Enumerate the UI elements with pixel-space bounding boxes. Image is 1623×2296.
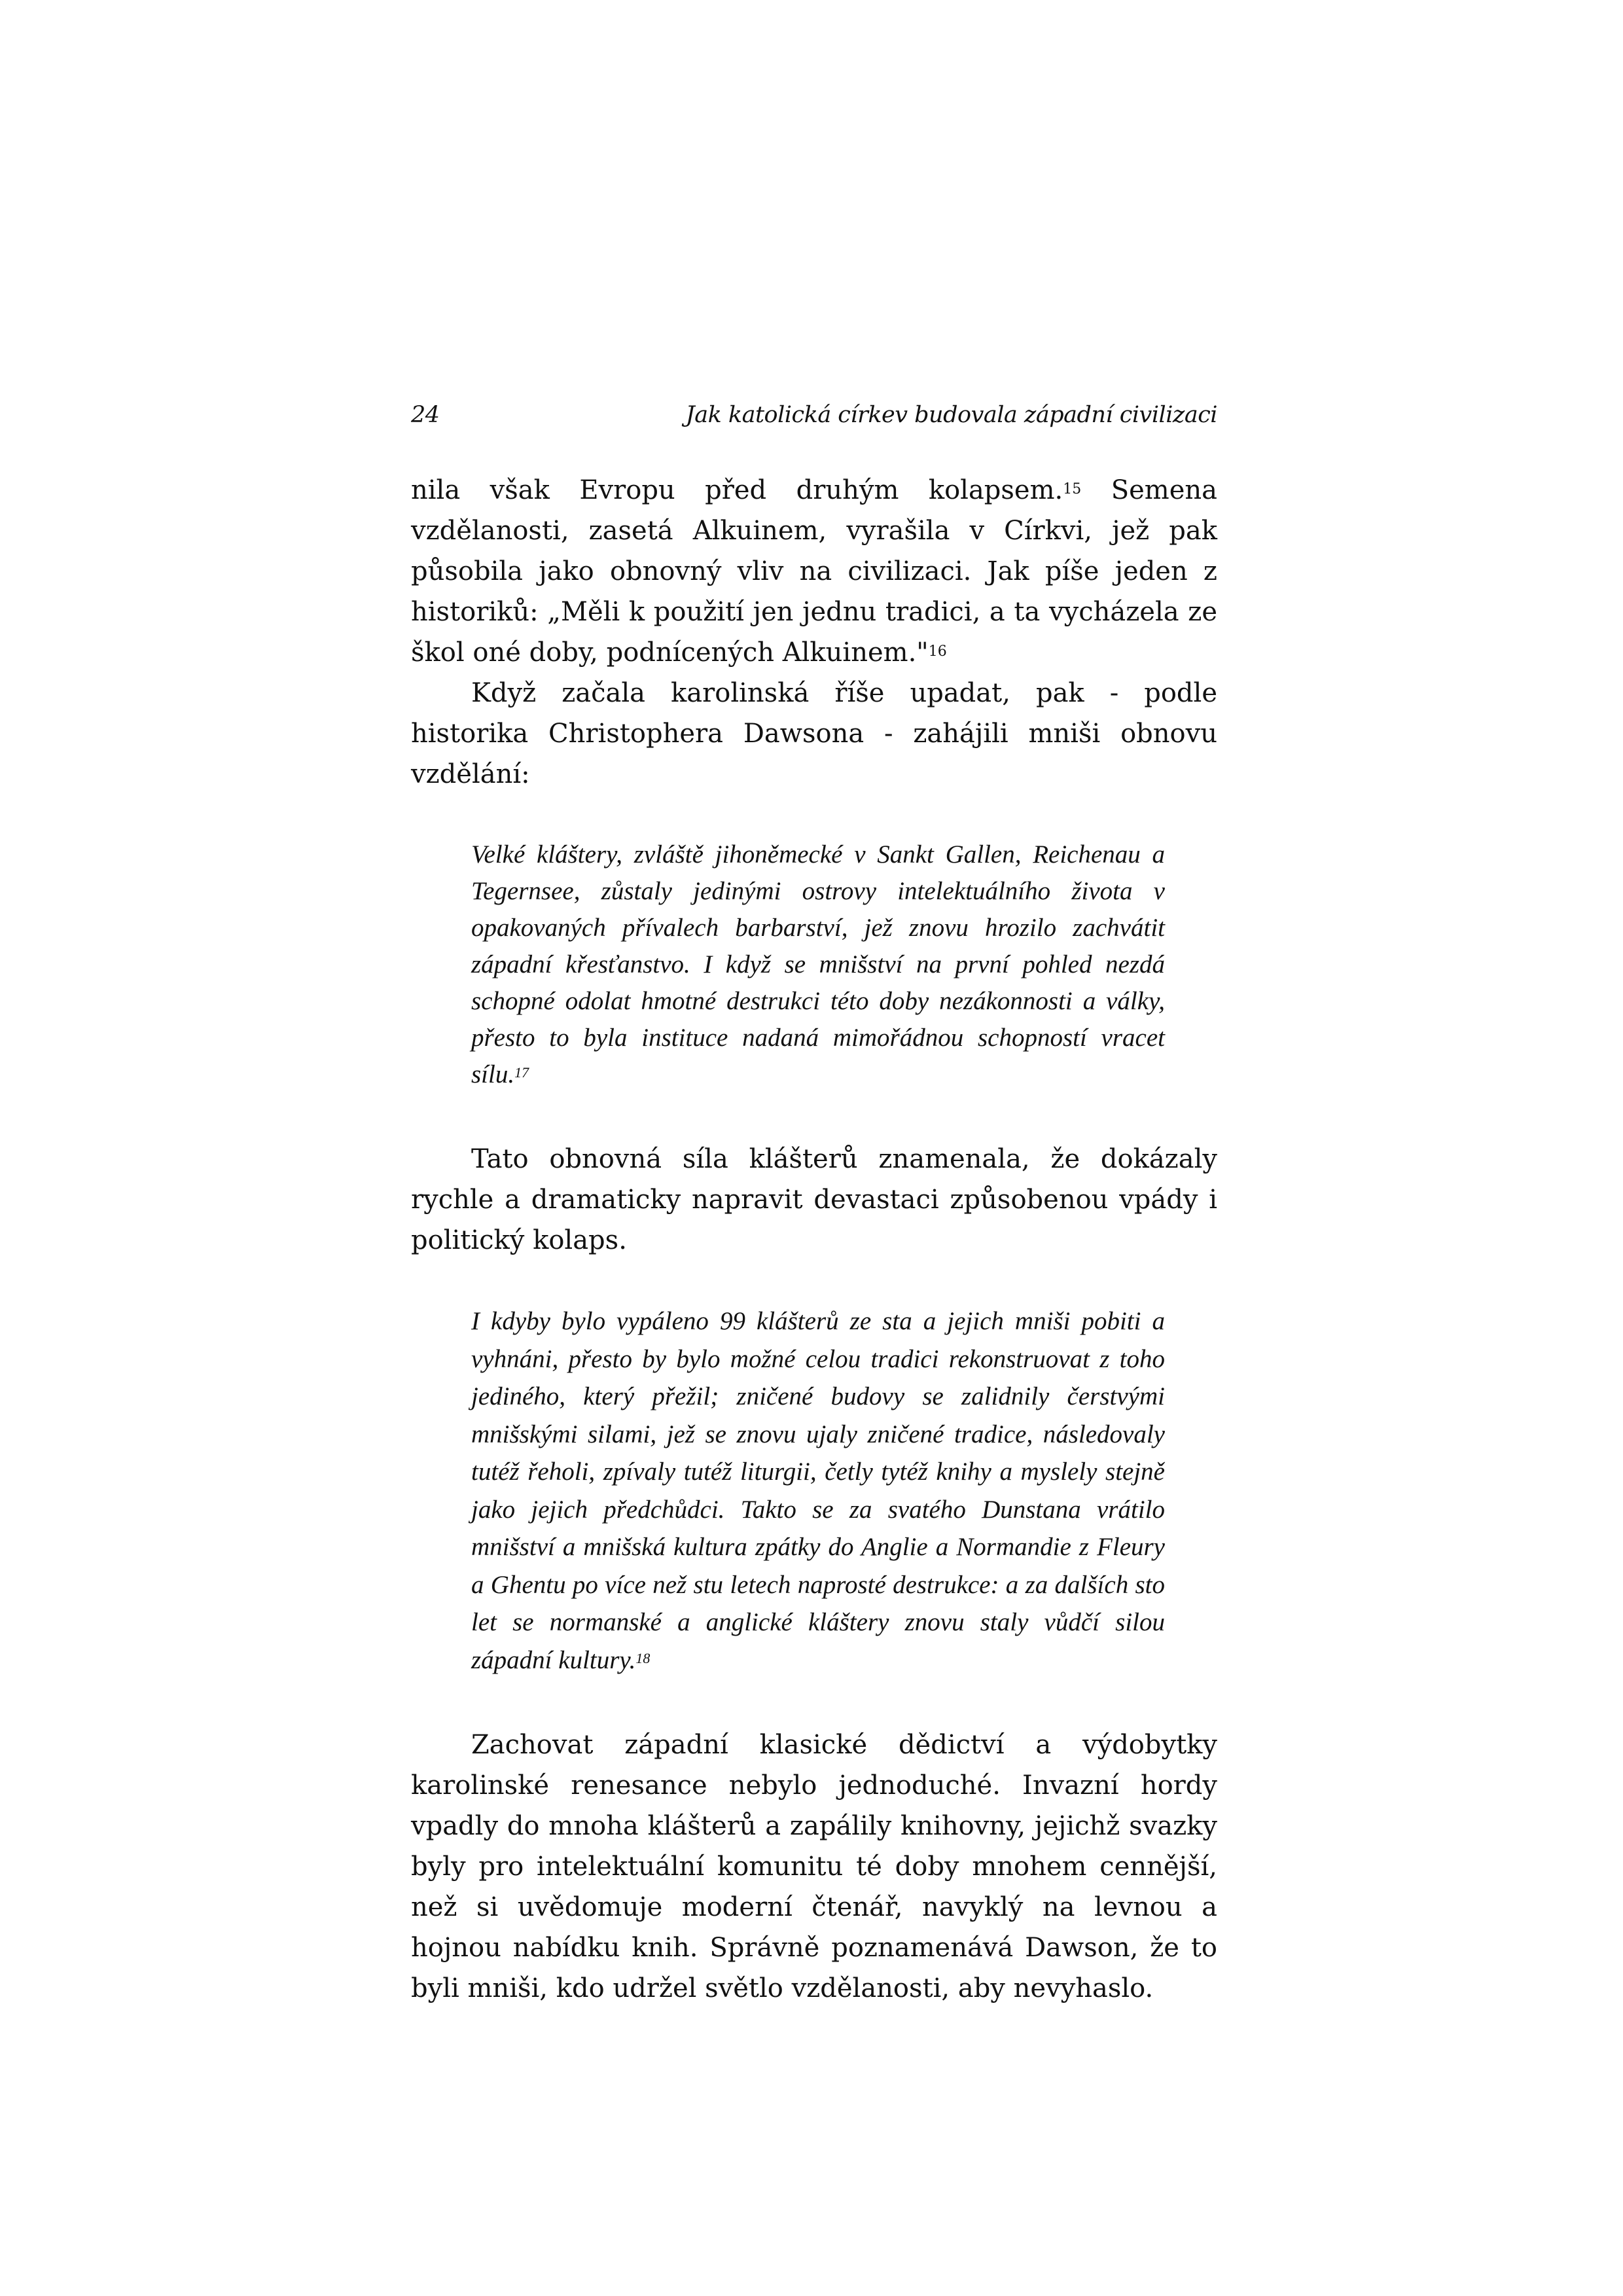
running-title: Jak katolická církev budovala západní civilizaci (685, 402, 1217, 428)
paragraph: Tato obnovná síla klášterů znamenala, že dokázaly rychle a dramaticky napravit devastaci způsobenou vpády i politický kolaps. (411, 1144, 1217, 1255)
paragraph-text: nila však Evropu před druhým kolapsem. (411, 475, 1063, 505)
footnote-ref: 15 (1063, 481, 1082, 497)
block-quote (471, 1302, 1165, 1679)
paragraph-text: Semena vzdělanosti, zasetá Alkuinem, vyrašila v Církvi, jež pak působila jako obnovný vliv na civilizaci. Jak píše jeden z historiků: „Měli k použití jen jednu tradici, a ta vycházela ze škol oné doby, podnícených Alkuinem." (411, 475, 1217, 668)
quote-text: Velké kláštery, zvláště jihoněmecké v Sankt Gallen, Reichenau a Tegernsee, zůstaly jedinými ostrovy intelektuálního života v opakovaných přívalech barbarství, jež znovu hrozilo zachvátit západní křesťanstvo. I když se mnišství na první pohled nezdá schopné odolat hmotné destrukci této doby nezákonnosti a války, přesto to byla instituce nadaná mimořádnou schopností vracet sílu. (471, 840, 1165, 1088)
page-number: 24 (411, 402, 440, 428)
footnote-ref: 18 (635, 1649, 651, 1666)
footnote-ref: 16 (928, 643, 947, 660)
paragraph-continuation (411, 470, 1217, 673)
paragraph: Zachovat západní klasické dědictví a výdobytky karolinské renesance nebylo jednoduché. Invazní hordy vpadly do mnoha klášterů a zapálily knihovny, jejichž svazky byly pro intelektuální komunitu té doby mnohem cennější, než si uvědomuje moderní čtenář, navyklý na levnou a hojnou nabídku knih. Správně poznamenává Dawson, že to byli mniši, kdo udržel světlo vzdělanosti, aby nevyhaslo. (411, 1730, 1217, 2003)
footnote-ref: 17 (514, 1064, 529, 1081)
paragraph: Když začala karolinská říše upadat, pak - podle historika Christophera Dawsona - zahájili mniši obnovu vzdělání: (411, 678, 1217, 789)
page-header (411, 393, 1217, 432)
quote-text: I kdyby bylo vypáleno 99 klášterů ze sta a jejich mniši pobiti a vyhnáni, přesto by bylo možné celou tradici rekonstruovat z toho jediného, který přežil; zničené budovy se zalidnily čerstvými mnišskými silami, jež se znovu ujaly zničené tradice, následovaly tutéž řeholi, zpívaly tutéž liturgii, četly tytéž knihy a myslely stejně jako jejich předchůdci. Takto se za svatého Dunstana vrátilo mnišství a mnišská kultura zpátky do Anglie a Normandie z Fleury a Ghentu po více než stu letech naprosté destrukce: a za dalších sto let se normanské a anglické kláštery znovu staly vůdčí silou západní kultury. (471, 1307, 1165, 1674)
page-body (411, 470, 1217, 2009)
book-page (411, 393, 1217, 2009)
block-quote (471, 836, 1165, 1093)
